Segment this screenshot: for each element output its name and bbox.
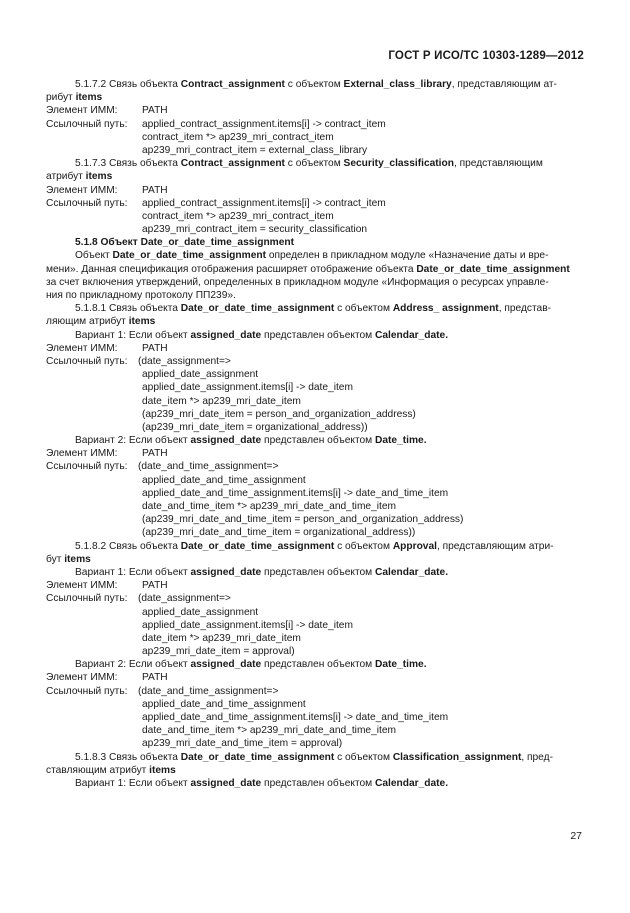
document-body (46, 78, 586, 790)
text-run: ap239_mri_date_item = approval) (142, 646, 295, 658)
text-run: date_item *> ap239_mri_date_item (142, 632, 301, 644)
bold-term: items (75, 92, 103, 104)
field-value: (date_assignment=> (138, 593, 231, 605)
text-line (46, 592, 586, 605)
text-line (46, 329, 586, 342)
text-run: представлен объектом (261, 659, 375, 671)
text-run: date_item *> ap239_mri_date_item (142, 395, 301, 407)
field-label: Элемент ИММ: (46, 342, 118, 354)
text-line (46, 408, 586, 421)
bold-term: Calendar_date. (375, 566, 449, 578)
text-run: с объектом (284, 158, 344, 170)
bold-term: Date_or_date_time_assignment (180, 303, 335, 315)
bold-term: Date_or_date_time_assignment (112, 250, 266, 262)
text-run: 5.1.7.3 Связь объекта (75, 158, 181, 170)
text-line (46, 355, 586, 368)
field-value: (date_and_time_assignment=> (138, 461, 279, 473)
text-run: представлен объектом (261, 566, 375, 578)
text-line (46, 342, 586, 355)
field-label: Элемент ИММ: (46, 105, 118, 117)
field-value: PATH (142, 342, 168, 354)
text-run: , представляющим (453, 158, 543, 170)
text-run: applied_date_and_time_assignment (142, 474, 306, 486)
bold-term: Classification_assignment (392, 751, 522, 763)
bold-term: Date_time. (375, 659, 427, 671)
text-line (46, 645, 586, 658)
text-run: Вариант 2: Если объект (75, 659, 191, 671)
text-line (46, 447, 586, 460)
text-line (46, 263, 586, 276)
text-run: 5.1.8.3 Связь объекта (75, 751, 181, 763)
text-line (46, 91, 586, 104)
field-label: Элемент ИММ: (46, 580, 118, 592)
text-run: 5.1.8.1 Связь объекта (75, 303, 181, 315)
text-line (46, 249, 586, 262)
text-run: представлен объектом (261, 435, 375, 447)
text-line (46, 579, 586, 592)
text-line (46, 606, 586, 619)
text-run: ляющим атрибут (46, 316, 129, 328)
field-value: (date_and_time_assignment=> (138, 685, 279, 697)
field-value: PATH (142, 184, 168, 196)
text-run: , представляющим ат- (451, 79, 557, 90)
text-line (46, 500, 586, 513)
text-run: с объектом (334, 540, 393, 552)
bold-term: Address_ assignment (392, 303, 499, 315)
text-line (46, 421, 586, 434)
bold-term: 5.1.8 Объект Date_or_date_time_assignment (75, 237, 295, 249)
text-line (46, 711, 586, 724)
field-label: Элемент ИММ: (46, 184, 118, 196)
field-value: PATH (142, 448, 168, 460)
text-line (46, 381, 586, 394)
text-run: applied_date_and_time_assignment.items[i] -> date_and_time_item (142, 487, 449, 499)
text-run: ap239_mri_contract_item = security_classification (142, 224, 368, 236)
bold-term: Date_or_date_time_assignment (416, 263, 570, 275)
text-run: бут (46, 553, 65, 565)
text-line (46, 566, 586, 579)
text-line (46, 619, 586, 632)
bold-term: assigned_date (190, 659, 262, 671)
field-label: Элемент ИММ: (46, 672, 118, 684)
text-line (46, 764, 586, 777)
bold-term: Contract_assignment (180, 158, 285, 170)
text-run: с объектом (334, 303, 393, 315)
text-run: applied_date_assignment (142, 606, 259, 618)
text-line (46, 184, 586, 197)
text-run: date_and_time_item *> ap239_mri_date_and_time_item (142, 501, 397, 512)
field-label: Ссылочный путь: (46, 197, 128, 209)
text-run: Вариант 1: Если объект (75, 329, 191, 341)
text-line (46, 553, 586, 566)
text-run: представлен объектом (261, 329, 375, 341)
field-label: Ссылочный путь: (46, 461, 128, 473)
bold-term: External_class_library (343, 79, 452, 90)
text-run: , представ- (498, 303, 552, 315)
text-line (46, 78, 586, 91)
bold-term: items (64, 553, 91, 565)
text-line (46, 302, 586, 315)
text-line (46, 460, 586, 473)
text-run: applied_date_and_time_assignment (142, 698, 306, 710)
text-run: applied_date_assignment (142, 369, 259, 381)
text-run: с объектом (284, 79, 344, 90)
text-line (46, 737, 586, 750)
text-run: , пред- (521, 751, 553, 763)
text-line (46, 289, 586, 302)
text-line (46, 131, 586, 144)
document-header: ГОСТ Р ИСО/ТС 10303-1289—2012 (388, 50, 584, 62)
text-run: applied_date_assignment.items[i] -> date_item (142, 382, 353, 394)
bold-term: Calendar_date. (375, 777, 449, 789)
field-value: (date_assignment=> (138, 355, 231, 367)
text-run: ap239_mri_date_and_time_item = approval) (142, 738, 343, 750)
text-line (46, 487, 586, 500)
bold-term: assigned_date (190, 777, 262, 789)
bold-term: Contract_assignment (180, 79, 285, 90)
text-line (46, 315, 586, 328)
text-run: представлен объектом (261, 777, 375, 789)
text-line (46, 276, 586, 289)
text-run: мени». Данная спецификация отображения расширяет отображение объекта (46, 263, 417, 275)
text-line (46, 671, 586, 684)
text-run: атрибут (46, 171, 86, 183)
text-run: applied_date_and_time_assignment.items[i] -> date_and_time_item (142, 712, 449, 723)
text-run: определен в прикладном модуле «Назначение даты и вре- (265, 250, 549, 262)
field-label: Ссылочный путь: (46, 118, 128, 130)
text-line (46, 724, 586, 737)
text-run: ap239_mri_contract_item = external_class_library (142, 144, 368, 156)
text-run: (ap239_mri_date_and_time_item = organizational_address)) (142, 527, 416, 539)
text-run: contract_item *> ap239_mri_contract_item (142, 131, 334, 143)
text-line (46, 685, 586, 698)
text-run: contract_item *> ap239_mri_contract_item (142, 210, 334, 222)
bold-term: Approval (392, 540, 437, 552)
text-line (46, 157, 586, 170)
field-value: PATH (142, 580, 168, 592)
field-label: Ссылочный путь: (46, 685, 128, 697)
bold-term: assigned_date (190, 435, 262, 447)
text-line (46, 223, 586, 236)
text-line (46, 210, 586, 223)
field-label: Ссылочный путь: (46, 355, 128, 367)
text-run: ставляющим атрибут (46, 764, 150, 776)
text-line (46, 104, 586, 117)
text-run: с объектом (334, 751, 393, 763)
text-line (46, 144, 586, 157)
bold-term: Security_classification (343, 158, 454, 170)
text-run: 5.1.7.2 Связь объекта (75, 79, 181, 90)
field-value: PATH (142, 105, 168, 117)
text-line (46, 170, 586, 183)
text-run: Вариант 1: Если объект (75, 566, 191, 578)
text-line (46, 513, 586, 526)
text-line (46, 632, 586, 645)
bold-term: assigned_date (190, 566, 262, 578)
bold-term: assigned_date (190, 329, 262, 341)
field-label: Элемент ИММ: (46, 448, 118, 460)
text-line (46, 368, 586, 381)
text-run: Вариант 2: Если объект (75, 435, 191, 447)
bold-term: items (85, 171, 113, 183)
text-run: за счет включения утверждений, определенных в прикладном модуле «Информация о ресурсах управле- (46, 276, 549, 288)
bold-term: Date_or_date_time_assignment (180, 751, 335, 763)
text-run: (ap239_mri_date_item = person_and_organization_address) (142, 408, 416, 420)
text-run: (ap239_mri_date_item = organizational_address)) (142, 421, 368, 433)
text-run: , представляющим атри- (436, 540, 554, 552)
text-run: (ap239_mri_date_and_time_item = person_and_organization_address) (142, 514, 464, 526)
field-value: applied_contract_assignment.items[i] -> contract_item (142, 118, 386, 130)
text-line (46, 777, 586, 790)
text-line (46, 395, 586, 408)
text-run: рибут (46, 92, 76, 104)
text-line (46, 658, 586, 671)
field-value: applied_contract_assignment.items[i] -> contract_item (142, 197, 386, 209)
text-line (46, 540, 586, 553)
text-run: Объект (75, 250, 113, 262)
bold-term: Date_or_date_time_assignment (180, 540, 335, 552)
field-label: Ссылочный путь: (46, 593, 128, 605)
bold-term: Calendar_date. (375, 329, 449, 341)
text-run: Вариант 1: Если объект (75, 777, 191, 789)
text-line (46, 751, 586, 764)
text-line (46, 434, 586, 447)
text-run: applied_date_assignment.items[i] -> date_item (142, 619, 353, 631)
bold-term: items (149, 764, 176, 776)
text-run: ния по прикладному протоколу ПП239». (46, 290, 236, 301)
bold-term: Date_time. (375, 435, 427, 447)
text-line (46, 236, 586, 249)
text-line (46, 526, 586, 539)
text-line (46, 197, 586, 210)
text-line (46, 474, 586, 487)
text-line (46, 118, 586, 131)
text-run: date_and_time_item *> ap239_mri_date_and_time_item (142, 725, 397, 737)
page-number: 27 (570, 830, 582, 842)
bold-term: items (128, 316, 156, 328)
text-line (46, 698, 586, 711)
text-run: 5.1.8.2 Связь объекта (75, 540, 181, 552)
field-value: PATH (142, 672, 168, 684)
